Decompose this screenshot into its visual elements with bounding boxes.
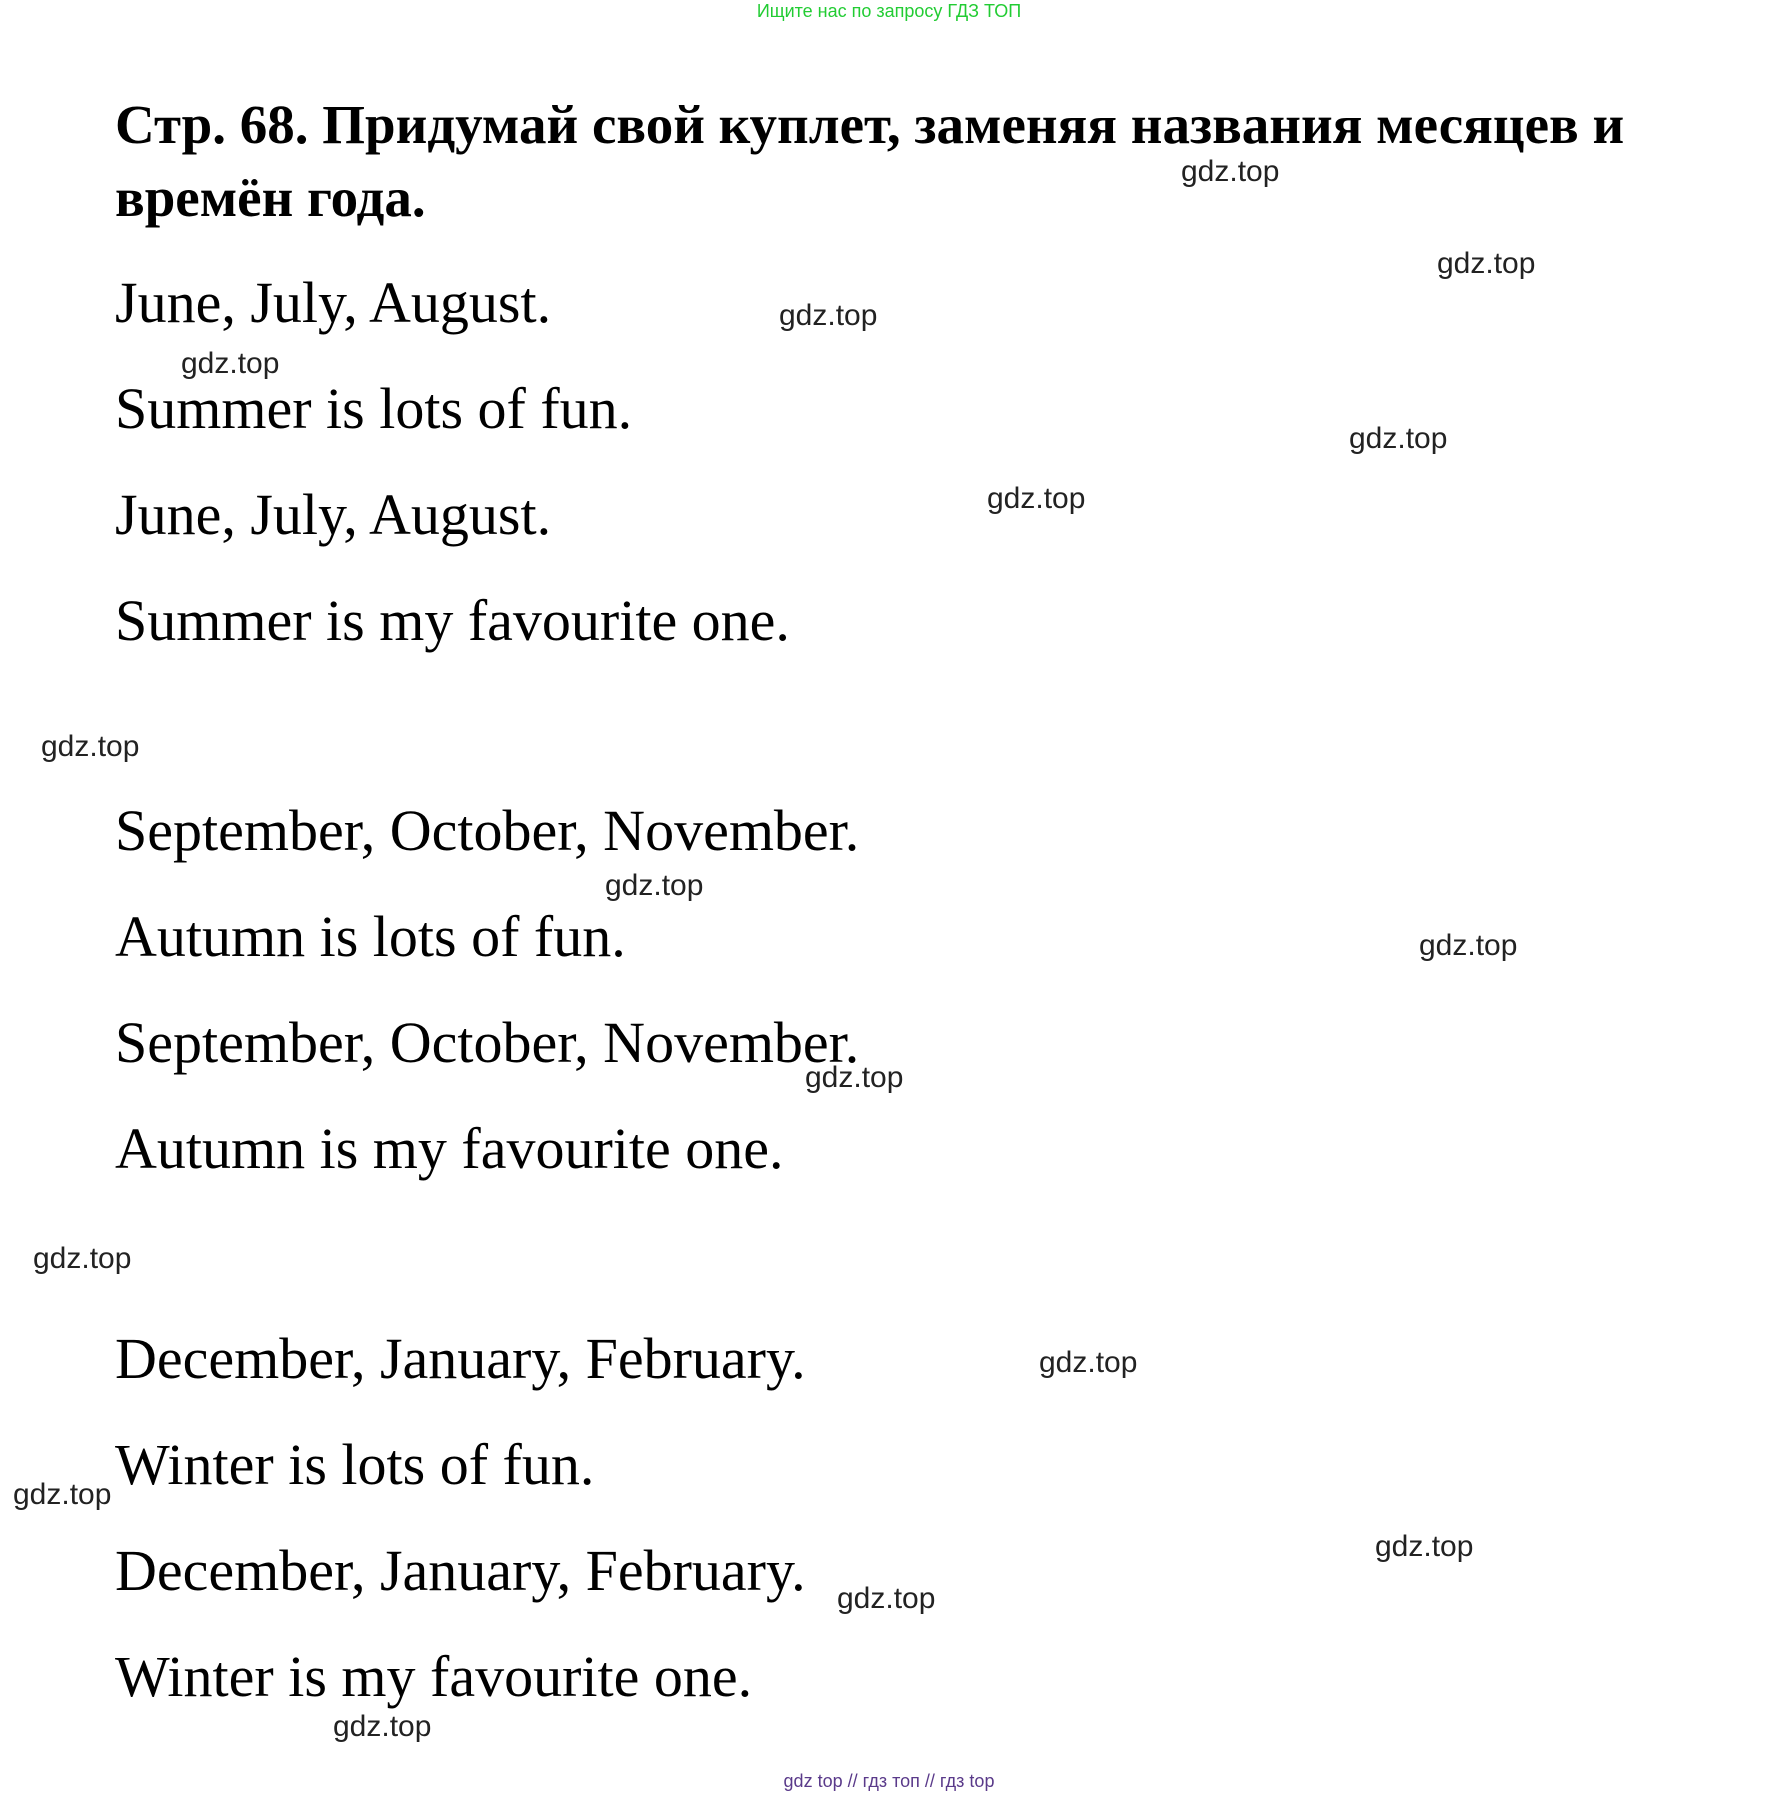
page-title-line-2: времён года.: [115, 167, 426, 228]
page-title: [115, 88, 1755, 234]
stanza-line: Summer is lots of fun.: [115, 376, 633, 441]
page-title-line-1: Стр. 68. Придумай свой куплет, заменяя названия месяцев и: [115, 94, 1625, 155]
watermark: gdz.top: [605, 869, 704, 902]
stanza-line: Autumn is lots of fun.: [115, 904, 626, 969]
watermark: gdz.top: [41, 730, 140, 763]
stanza-line: June, July, August.: [115, 270, 552, 335]
watermark: gdz.top: [33, 1242, 132, 1275]
watermark: gdz.top: [987, 482, 1086, 515]
watermark: gdz.top: [1349, 422, 1448, 455]
stanza-line: December, January, February.: [115, 1538, 806, 1603]
watermark: gdz.top: [181, 347, 280, 380]
stanza-line: June, July, August.: [115, 482, 552, 547]
watermark: gdz.top: [837, 1582, 936, 1615]
watermark: gdz.top: [1181, 155, 1280, 188]
watermark: gdz.top: [13, 1478, 112, 1511]
stanza-line: Autumn is my favourite one.: [115, 1116, 784, 1181]
watermark: gdz.top: [1039, 1346, 1138, 1379]
stanza-line: September, October, November.: [115, 798, 860, 863]
stanza-line: September, October, November.: [115, 1010, 860, 1075]
watermark: gdz.top: [1375, 1530, 1474, 1563]
watermark: gdz.top: [779, 299, 878, 332]
stanza-line: Summer is my favourite one.: [115, 588, 790, 653]
stanza-summer: [115, 250, 790, 674]
watermark: gdz.top: [1419, 929, 1518, 962]
watermark: gdz.top: [1437, 247, 1536, 280]
top-banner: Ищите нас по запросу ГДЗ ТОП: [756, 1, 1022, 21]
footer-links: gdz top // гдз топ // гдз top: [783, 1771, 995, 1791]
stanza-line: Winter is my favourite one.: [115, 1644, 753, 1709]
stanza-autumn: [115, 778, 859, 1202]
watermark: gdz.top: [805, 1061, 904, 1094]
stanza-line: December, January, February.: [115, 1326, 806, 1391]
stanza-winter: [115, 1306, 806, 1730]
watermark: gdz.top: [333, 1710, 432, 1743]
stanza-line: Winter is lots of fun.: [115, 1432, 595, 1497]
